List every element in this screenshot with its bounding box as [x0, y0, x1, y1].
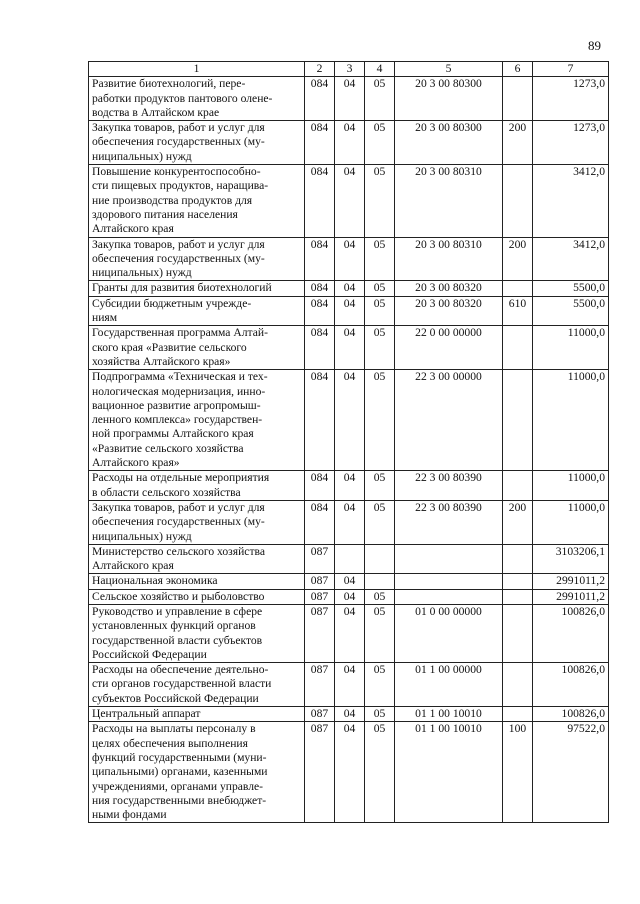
target-code-cell: 22 3 00 80390 — [395, 471, 503, 501]
target-code-cell: 01 1 00 00000 — [395, 663, 503, 707]
section-code-cell: 04 — [335, 370, 365, 471]
section-code-cell: 04 — [335, 237, 365, 281]
ministry-code-cell: 087 — [305, 663, 335, 707]
table-row — [89, 574, 609, 589]
ministry-code-cell: 084 — [305, 370, 335, 471]
ministry-code-cell: 087 — [305, 707, 335, 722]
target-code-cell: 20 3 00 80300 — [395, 121, 503, 165]
amount-cell: 11000,0 — [533, 370, 609, 471]
ministry-code-cell: 087 — [305, 722, 335, 823]
target-code-cell: 20 3 00 80300 — [395, 77, 503, 121]
subsection-code-cell: 05 — [365, 500, 395, 544]
row-name-cell: Расходы на обеспечение деятельно- сти органов государственной власти субъектов Российской Федерации — [89, 663, 305, 707]
expense-type-cell: 200 — [503, 121, 533, 165]
ministry-code-cell: 087 — [305, 574, 335, 589]
row-name-cell: Центральный аппарат — [89, 707, 305, 722]
row-name-cell: Развитие биотехнологий, пере- работки продуктов пантового олене- водства в Алтайском крае — [89, 77, 305, 121]
table-row — [89, 663, 609, 707]
row-name-cell: Сельское хозяйство и рыболовство — [89, 589, 305, 604]
expense-type-cell: 200 — [503, 237, 533, 281]
amount-cell: 3412,0 — [533, 165, 609, 237]
page-number: 89 — [588, 38, 601, 53]
target-code-cell: 20 3 00 80320 — [395, 281, 503, 296]
section-code-cell: 04 — [335, 722, 365, 823]
expense-type-cell — [503, 281, 533, 296]
amount-cell: 100826,0 — [533, 604, 609, 662]
subsection-code-cell: 05 — [365, 663, 395, 707]
table-row — [89, 296, 609, 326]
subsection-code-cell: 05 — [365, 296, 395, 326]
row-name-cell: Закупка товаров, работ и услуг для обеспечения государственных (му- ниципальных) нужд — [89, 500, 305, 544]
table-row — [89, 121, 609, 165]
row-name-cell: Национальная экономика — [89, 574, 305, 589]
table-row — [89, 471, 609, 501]
table-row — [89, 165, 609, 237]
table-row — [89, 326, 609, 370]
amount-cell: 97522,0 — [533, 722, 609, 823]
target-code-cell — [395, 574, 503, 589]
amount-cell: 3103206,1 — [533, 544, 609, 574]
ministry-code-cell: 087 — [305, 544, 335, 574]
section-code-cell: 04 — [335, 589, 365, 604]
row-name-cell: Руководство и управление в сфере установленных функций органов государственной власти субъектов Российской Федерации — [89, 604, 305, 662]
table-row — [89, 544, 609, 574]
subsection-code-cell: 05 — [365, 77, 395, 121]
expense-type-cell — [503, 77, 533, 121]
section-code-cell: 04 — [335, 707, 365, 722]
subsection-code-cell: 05 — [365, 589, 395, 604]
target-code-cell: 01 1 00 10010 — [395, 707, 503, 722]
table-body — [89, 77, 609, 823]
ministry-code-cell: 084 — [305, 281, 335, 296]
row-name-cell: Гранты для развития биотехнологий — [89, 281, 305, 296]
amount-cell: 11000,0 — [533, 500, 609, 544]
subsection-code-cell: 05 — [365, 604, 395, 662]
expense-type-cell: 200 — [503, 500, 533, 544]
column-header: 3 — [335, 62, 365, 77]
target-code-cell: 22 3 00 80390 — [395, 500, 503, 544]
amount-cell: 100826,0 — [533, 663, 609, 707]
section-code-cell: 04 — [335, 663, 365, 707]
table-row — [89, 237, 609, 281]
column-header: 2 — [305, 62, 335, 77]
row-name-cell: Подпрограмма «Техническая и тех- нологическая модернизация, инно- вационное развитие агропромыш- ленного комплекса» государствен- ной программы Алтайского края «Развитие сельского хозяйства Алтайского края» — [89, 370, 305, 471]
subsection-code-cell: 05 — [365, 471, 395, 501]
ministry-code-cell: 084 — [305, 500, 335, 544]
expense-type-cell — [503, 663, 533, 707]
subsection-code-cell: 05 — [365, 326, 395, 370]
ministry-code-cell: 084 — [305, 121, 335, 165]
column-header: 7 — [533, 62, 609, 77]
section-code-cell: 04 — [335, 500, 365, 544]
section-code-cell: 04 — [335, 471, 365, 501]
ministry-code-cell: 084 — [305, 326, 335, 370]
amount-cell: 5500,0 — [533, 296, 609, 326]
subsection-code-cell: 05 — [365, 370, 395, 471]
section-code-cell — [335, 544, 365, 574]
ministry-code-cell: 084 — [305, 237, 335, 281]
subsection-code-cell: 05 — [365, 121, 395, 165]
subsection-code-cell: 05 — [365, 165, 395, 237]
row-name-cell: Государственная программа Алтай- ского края «Развитие сельского хозяйства Алтайского края» — [89, 326, 305, 370]
column-header: 4 — [365, 62, 395, 77]
expense-type-cell — [503, 544, 533, 574]
target-code-cell: 01 1 00 10010 — [395, 722, 503, 823]
ministry-code-cell: 087 — [305, 589, 335, 604]
row-name-cell: Закупка товаров, работ и услуг для обеспечения государственных (му- ниципальных) нужд — [89, 237, 305, 281]
section-code-cell: 04 — [335, 165, 365, 237]
expense-type-cell — [503, 574, 533, 589]
ministry-code-cell: 084 — [305, 77, 335, 121]
section-code-cell: 04 — [335, 296, 365, 326]
table-row — [89, 281, 609, 296]
target-code-cell — [395, 589, 503, 604]
expense-type-cell — [503, 326, 533, 370]
table-row — [89, 604, 609, 662]
section-code-cell: 04 — [335, 77, 365, 121]
ministry-code-cell: 087 — [305, 604, 335, 662]
row-name-cell: Повышение конкурентоспособно- сти пищевых продуктов, наращива- ние производства продуктов для здорового питания населения Алтайского края — [89, 165, 305, 237]
column-header: 6 — [503, 62, 533, 77]
section-code-cell: 04 — [335, 604, 365, 662]
expense-type-cell — [503, 471, 533, 501]
amount-cell: 1273,0 — [533, 121, 609, 165]
table-row — [89, 500, 609, 544]
table-row — [89, 370, 609, 471]
target-code-cell: 01 0 00 00000 — [395, 604, 503, 662]
amount-cell: 11000,0 — [533, 471, 609, 501]
row-name-cell: Расходы на выплаты персоналу в целях обеспечения выполнения функций государственными (муни- ципальными) органами, казенными учреждениями, органами управле- ния государственными внебюджет- ными фондами — [89, 722, 305, 823]
section-code-cell: 04 — [335, 281, 365, 296]
table-row — [89, 722, 609, 823]
amount-cell: 11000,0 — [533, 326, 609, 370]
expense-type-cell — [503, 589, 533, 604]
column-header: 1 — [89, 62, 305, 77]
amount-cell: 3412,0 — [533, 237, 609, 281]
ministry-code-cell: 084 — [305, 296, 335, 326]
subsection-code-cell: 05 — [365, 281, 395, 296]
amount-cell: 5500,0 — [533, 281, 609, 296]
table-row — [89, 707, 609, 722]
target-code-cell: 22 3 00 00000 — [395, 370, 503, 471]
target-code-cell: 20 3 00 80320 — [395, 296, 503, 326]
subsection-code-cell: 05 — [365, 722, 395, 823]
expense-type-cell — [503, 604, 533, 662]
target-code-cell: 20 3 00 80310 — [395, 165, 503, 237]
ministry-code-cell: 084 — [305, 165, 335, 237]
row-name-cell: Закупка товаров, работ и услуг для обеспечения государственных (му- ниципальных) нужд — [89, 121, 305, 165]
section-code-cell: 04 — [335, 326, 365, 370]
table-row — [89, 589, 609, 604]
amount-cell: 1273,0 — [533, 77, 609, 121]
expense-type-cell — [503, 165, 533, 237]
section-code-cell: 04 — [335, 121, 365, 165]
target-code-cell: 22 0 00 00000 — [395, 326, 503, 370]
subsection-code-cell: 05 — [365, 237, 395, 281]
ministry-code-cell: 084 — [305, 471, 335, 501]
table-header-row — [89, 62, 609, 77]
row-name-cell: Расходы на отдельные мероприятия в области сельского хозяйства — [89, 471, 305, 501]
amount-cell: 2991011,2 — [533, 589, 609, 604]
amount-cell: 100826,0 — [533, 707, 609, 722]
section-code-cell: 04 — [335, 574, 365, 589]
target-code-cell: 20 3 00 80310 — [395, 237, 503, 281]
subsection-code-cell — [365, 574, 395, 589]
expense-type-cell: 610 — [503, 296, 533, 326]
subsection-code-cell: 05 — [365, 707, 395, 722]
table-row — [89, 77, 609, 121]
amount-cell: 2991011,2 — [533, 574, 609, 589]
column-header: 5 — [395, 62, 503, 77]
subsection-code-cell — [365, 544, 395, 574]
row-name-cell: Субсидии бюджетным учрежде- ниям — [89, 296, 305, 326]
expense-type-cell: 100 — [503, 722, 533, 823]
expense-type-cell — [503, 370, 533, 471]
target-code-cell — [395, 544, 503, 574]
budget-table — [88, 61, 609, 823]
expense-type-cell — [503, 707, 533, 722]
row-name-cell: Министерство сельского хозяйства Алтайского края — [89, 544, 305, 574]
